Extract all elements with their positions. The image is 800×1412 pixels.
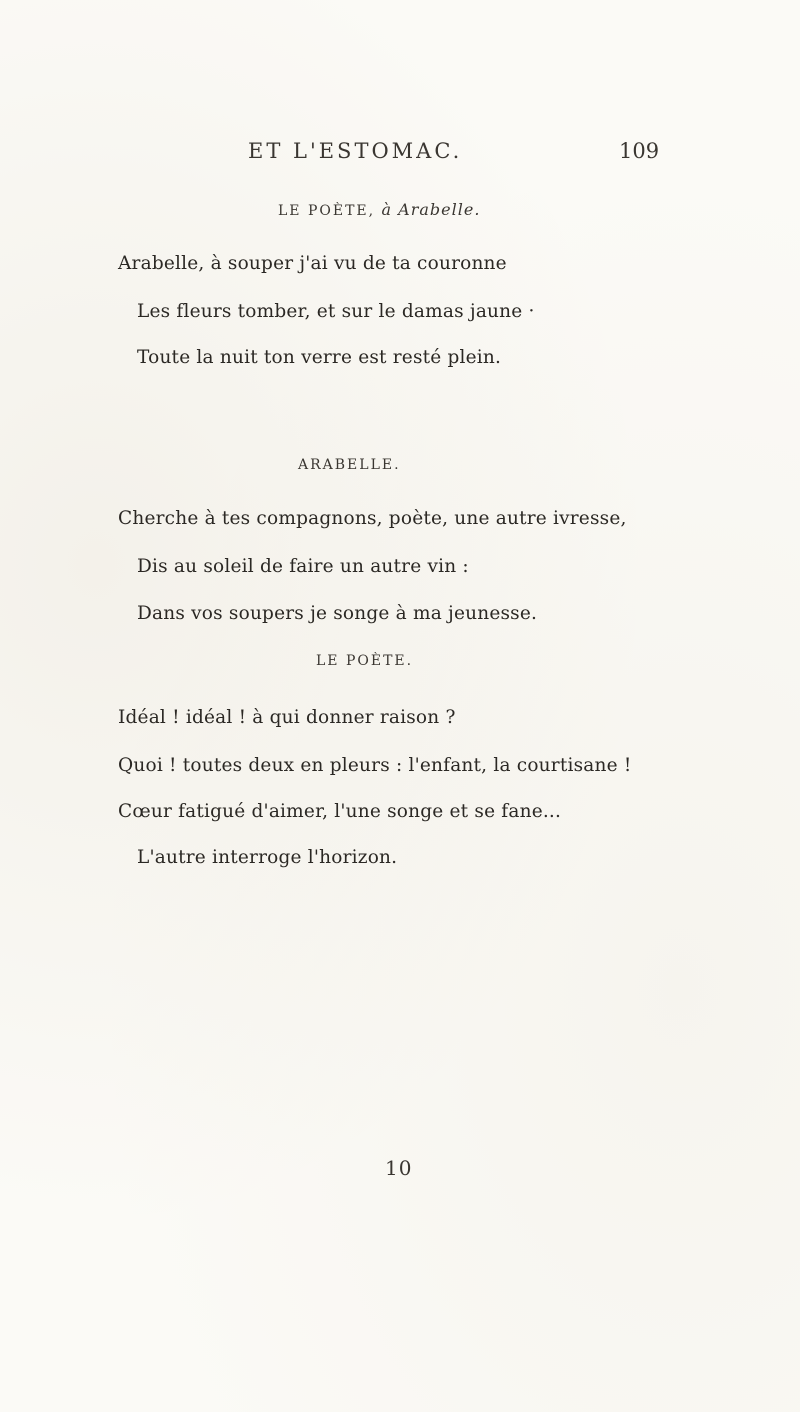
verse-line: Toute la nuit ton verre est resté plein. [137,347,502,368]
running-head-title: ET L'ESTOMAC. [248,139,463,163]
page-number: 109 [619,139,660,163]
speaker-name: LE POÈTE, [278,203,376,219]
speaker-heading-poet [278,200,480,219]
verse-line: L'autre interroge l'horizon. [137,847,398,868]
verse-line: Dis au soleil de faire un autre vin : [137,556,469,577]
verse-line: Dans vos soupers je songe à ma jeunesse. [137,603,538,624]
speaker-heading-poet: LE POÈTE. [316,653,414,669]
verse-line: Quoi ! toutes deux en pleurs : l'enfant, la courtisane ! [118,755,632,776]
signature-mark: 10 [385,1156,413,1180]
verse-line: Les fleurs tomber, et sur le damas jaune · [137,301,535,322]
verse-line: Cherche à tes compagnons, poète, une autre ivresse, [118,508,627,529]
verse-line: Cœur fatigué d'aimer, l'une songe et se fane... [118,801,562,822]
verse-line: Arabelle, à souper j'ai vu de ta couronne [118,253,507,274]
speaker-heading-arabelle: ARABELLE. [298,457,401,473]
verse-line: Idéal ! idéal ! à qui donner raison ? [118,707,456,728]
speaker-addressee: à Arabelle. [381,200,481,219]
